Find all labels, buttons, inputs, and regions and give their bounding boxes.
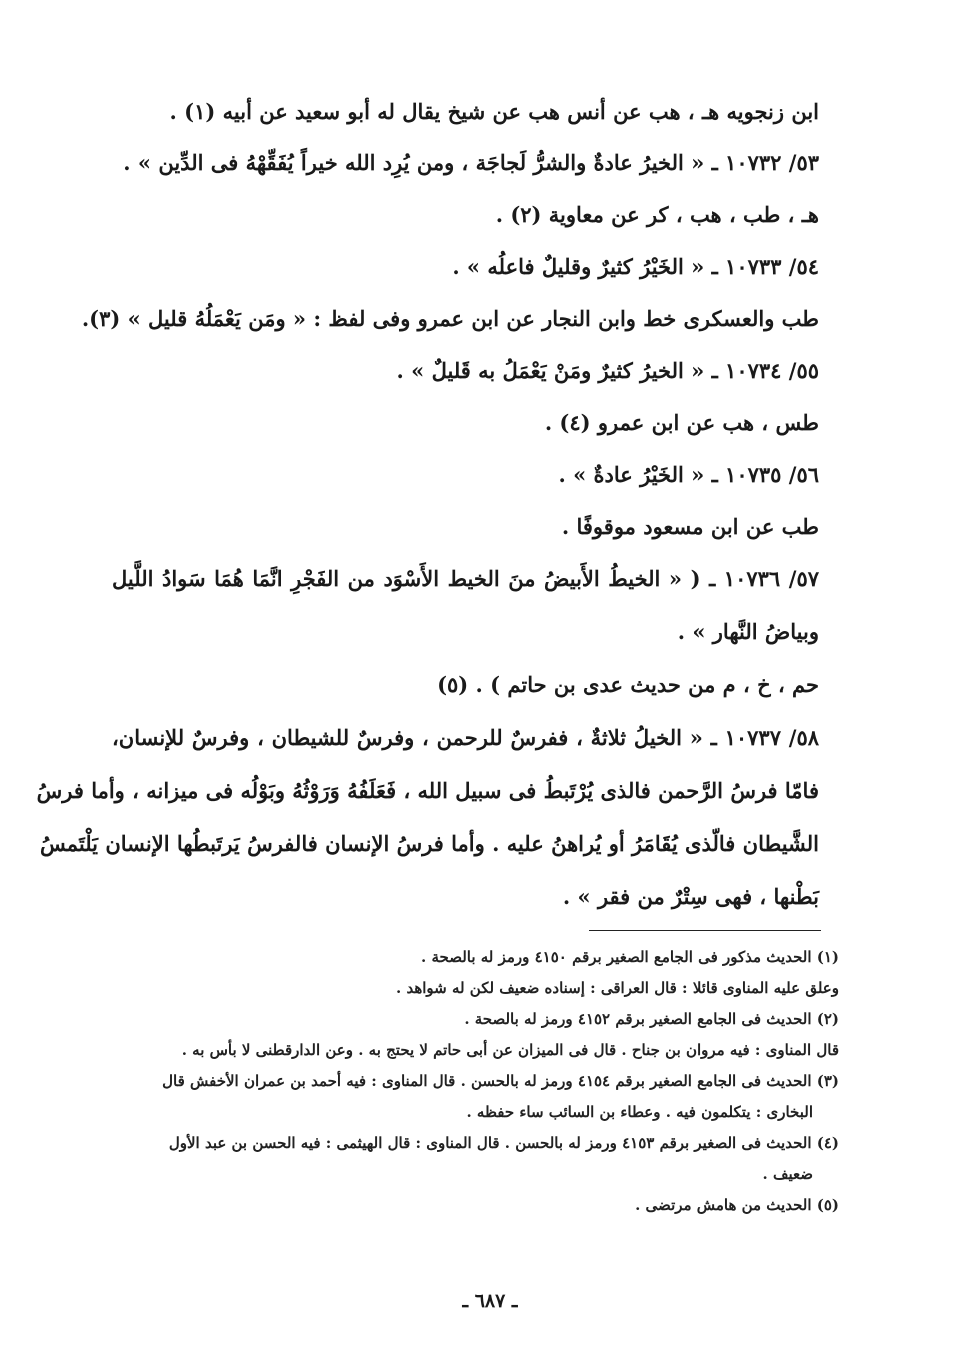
hadith-entry-57 bbox=[112, 559, 819, 718]
hadith-entry-56 bbox=[112, 455, 819, 559]
hadith-source-10733: طب والعسكرى خط وابن النجار عن ابن عمرو وفى لفظ : « ومَن يَعْمَلُهُ قليل » (٣). bbox=[81, 306, 819, 331]
main-text-block bbox=[36, 92, 819, 930]
footnote-3: (٣) الحديث فى الجامع الصغير برقم ٤١٥٤ ورمز له بالحسن . قال المناوى : فيه أحمد بن عمران الأخفش قال bbox=[162, 1072, 839, 1090]
page-number: ـ ٦٨٧ ـ bbox=[462, 1290, 518, 1312]
hadith-text-10735: ٥٦/ ١٠٧٣٥ ـ « الخَيْرُ عادةٌ » . bbox=[558, 462, 819, 487]
hadith-text-10736-line-2: وبياضُ النَّهار » . bbox=[677, 619, 819, 644]
hadith-entry-54 bbox=[81, 247, 819, 351]
hadith-entry-55 bbox=[112, 351, 819, 455]
footnote-separator bbox=[589, 930, 821, 931]
hadith-entry-53 bbox=[112, 143, 819, 247]
footnote-3-continued: البخارى : يتكلمون فيه . وعطاء بن السائب ساء حفظه . bbox=[466, 1103, 813, 1121]
footnote-1: (١) الحديث مذكور فى الجامع الصغير برقم ٤١٥٠ ورمز له بالصحة . bbox=[421, 948, 839, 966]
hadith-text-10737-line-1: ٥٨/ ١٠٧٣٧ ـ « الخيلُ ثلاثةٌ ، ففرسٌ للرحمن ، وفرسٌ للشيطان ، وفرسٌ للإنسان، bbox=[112, 725, 819, 750]
footnote-2-continued: قال المناوى : فيه مروان بن جناح . قال فى الميزان عن أبى حاتم لا يحتج به . وعن الدارقطنى لا بأس به . bbox=[181, 1041, 839, 1059]
hadith-source-10735: طب عن ابن مسعود موقوفًا . bbox=[561, 514, 819, 539]
footnote-5: (٥) الحديث من هامش مرتضى . bbox=[635, 1196, 839, 1214]
hadith-text-10737-line-3: الشَّيطان فالّذى يُقَامَرُ أو يُراهنُ عليه . وأما فرسُ الإنسان فالفرسُ يَرتَبطُها الإنسان يَلْتَمسُ bbox=[39, 831, 819, 856]
hadith-text-10733: ٥٤/ ١٠٧٣٣ ـ « الخَيْرُ كثيرٌ وقليلٌ فاعلُه » . bbox=[452, 254, 819, 279]
hadith-entry-58 bbox=[36, 718, 819, 930]
footnote-2: (٢) الحديث فى الجامع الصغير برقم ٤١٥٢ ورمز له بالصحة . bbox=[464, 1010, 839, 1028]
hadith-source-10736: حم ، خ ، م من حديث عدى بن حاتم ) . (٥) bbox=[437, 672, 819, 697]
footnote-4-continued: ضعيف . bbox=[762, 1165, 813, 1183]
hadith-text-10737-line-2: فامّا فرسُ الرَّحمن فالذى يُرْتَبطُ فى سبيل الله ، فَعَلَفُهُ وَرَوْثُهُ وبَوْلُه فى ميزانه ، وأما فرسُ bbox=[36, 778, 819, 803]
hadith-text-10734: ٥٥/ ١٠٧٣٤ ـ « الخيرُ كثيرٌ ومَنْ يَعْمَلُ به قَليلٌ » . bbox=[396, 358, 819, 383]
hadith-source-10734: طس ، هب عن ابن عمرو (٤) . bbox=[544, 410, 819, 435]
hadith-text-10737-line-4: بَطْنها ، فهى سِتْرٌ من فقر » . bbox=[562, 884, 819, 909]
footnote-4: (٤) الحديث فى الصغير برقم ٤١٥٣ ورمز له بالحسن . قال المناوى : قال الهيثمى : فيه الحسن بن عبد الأول bbox=[168, 1134, 839, 1152]
footnotes-block bbox=[112, 944, 839, 1223]
hadith-text-10732: ٥٣/ ١٠٧٣٢ ـ « الخيرُ عادةٌ والشرُّ لَجاجَة ، ومن يُرِد الله خيراً يُفَقِّهْهُ فى الدِّين » . bbox=[123, 150, 819, 175]
hadith-text-10736-line-1: ٥٧/ ١٠٧٣٦ ـ ( « الخيطُ الأَبيضُ منَ الخيط الأَسْوَد من الفَجْرِ انَّمَا هُمَا سَوادُ اللَّيل bbox=[112, 566, 819, 591]
hadith-source-10732: هـ ، طب ، هب ، كر عن معاوية (٢) . bbox=[495, 202, 819, 227]
text-line-1: ابن زنجويه هـ ، هب عن أنس هب عن شيخ يقال له أبو سعيد عن أبيه (١) . bbox=[169, 99, 819, 124]
footnote-1-continued: وعلق عليه المناوى قائلا : قال العراقى : إسناده ضعيف لكن له شواهد . bbox=[396, 979, 839, 997]
